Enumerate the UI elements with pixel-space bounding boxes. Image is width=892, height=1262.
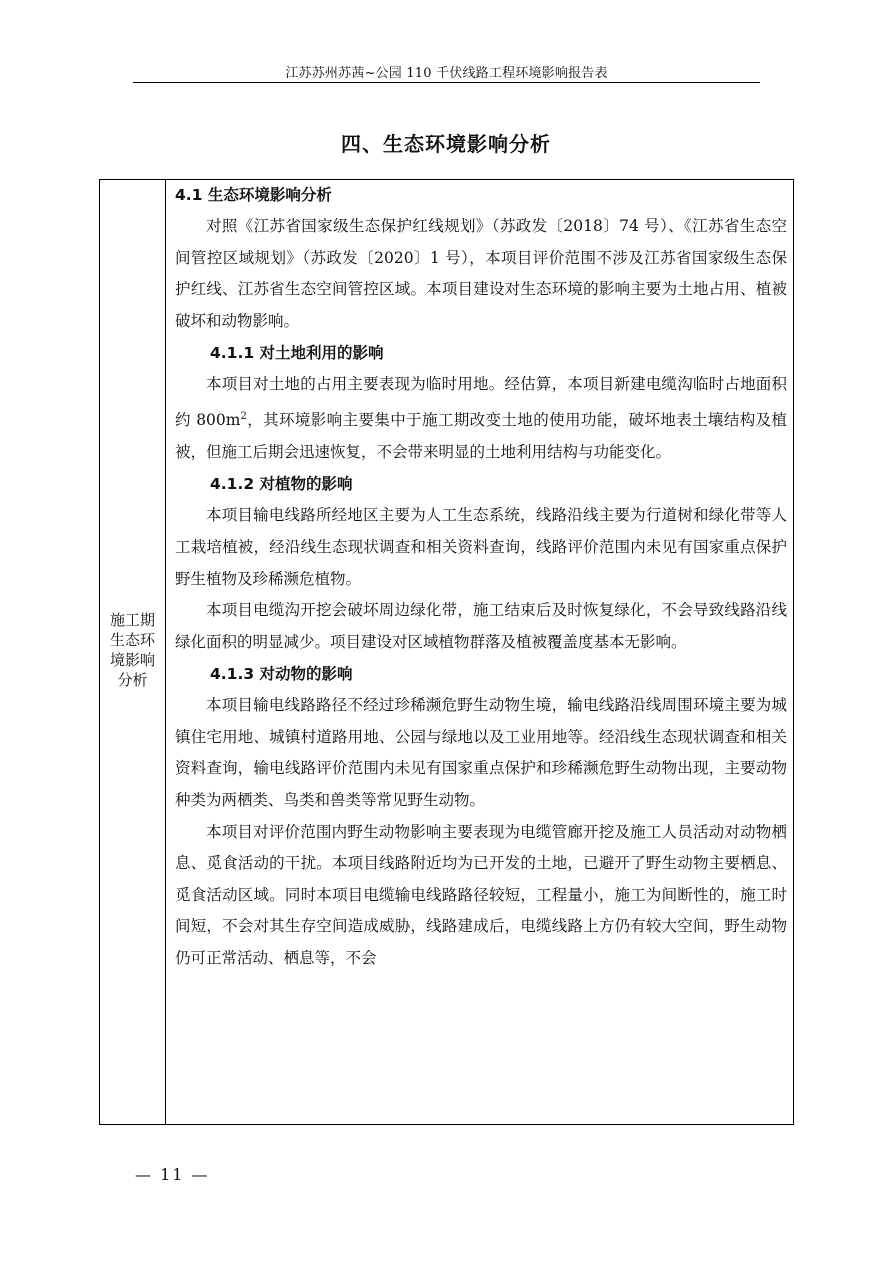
document-header: 江苏苏州苏茜~公园 110 千伏线路工程环境影响报告表 — [285, 66, 608, 81]
paragraph: 本项目对评价范围内野生动物影响主要表现为电缆管廊开挖及施工人员活动对动物栖息、觅食活动的干扰。本项目线路附近均为已开发的土地，已避开了野生动物主要栖息、觅食活动区域。同时本项目电缆输电线路路径较短，工程量小，施工为间断性的，施工时间短，不会对其生存空间造成威胁，线路建成后，电缆线路上方仍有较大空间，野生动物仍可正常活动、栖息等，不会 — [175, 822, 787, 968]
heading-4-1: 4.1 生态环境影响分析 — [175, 186, 332, 204]
section-title: 四、生态环境影响分析 — [341, 132, 551, 156]
paragraph-text: 本项目对土地的占用主要表现为临时用地。经估算，本项目新建电缆沟临时占地面积约 800m — [175, 375, 787, 430]
paragraph: 本项目输电线路所经地区主要为人工生态系统，线路沿线主要为行道树和绿化带等人工栽培植被，经沿线生态现状调查和相关资料查询，线路评价范围内未见有国家重点保护野生植物及珍稀濒危植物。 — [175, 506, 787, 588]
content-cell — [175, 179, 787, 975]
row-label-line: 施工期 — [109, 611, 155, 629]
row-label-line: 境影响 — [109, 651, 155, 669]
row-label-line: 生态环 — [109, 631, 155, 649]
paragraph: 本项目输电线路路径不经过珍稀濒危野生动物生境，输电线路沿线周围环境主要为城镇住宅用地、城镇村道路用地、公园与绿地以及工业用地等。经沿线生态现状调查和相关资料查询，输电线路评价范围内未见有国家重点保护和珍稀濒危野生动物出现，主要动物种类为两栖类、鸟类和兽类等常见野生动物。 — [175, 696, 787, 810]
paragraph: 本项目电缆沟开挖会破坏周边绿化带，施工结束后及时恢复绿化，不会导致线路沿线绿化面积的明显减少。项目建设对区域植物群落及植被覆盖度基本无影响。 — [175, 601, 787, 651]
row-label-cell — [100, 610, 165, 690]
table-column-divider — [165, 179, 166, 1125]
paragraph-text: ，其环境影响主要集中于施工期改变土地的使用功能，破坏地表土壤结构及植被，但施工后期会迅速恢复，不会带来明显的土地利用结构与功能变化。 — [175, 411, 787, 461]
header-rule — [133, 82, 760, 83]
paragraph: 对照《江苏省国家级生态保护红线规划》（苏政发〔2018〕74 号）、《江苏省生态空间管控区域规划》（苏政发〔2020〕1 号），本项目评价范围不涉及江苏省国家级生态保护红线、江苏省生态空间管控区域。本项目建设对生态环境的影响主要为土地占用、植被破坏和动物影响。 — [175, 217, 787, 330]
superscript: 2 — [240, 410, 247, 422]
heading-4-1-3: 4.1.3 对动物的影响 — [210, 665, 353, 684]
page-number: — 11 — — [135, 1165, 210, 1184]
paragraph — [175, 369, 787, 468]
row-label-line: 分析 — [117, 671, 148, 689]
heading-4-1-1: 4.1.1 对土地利用的影响 — [210, 344, 384, 363]
heading-4-1-2: 4.1.2 对植物的影响 — [210, 475, 353, 494]
